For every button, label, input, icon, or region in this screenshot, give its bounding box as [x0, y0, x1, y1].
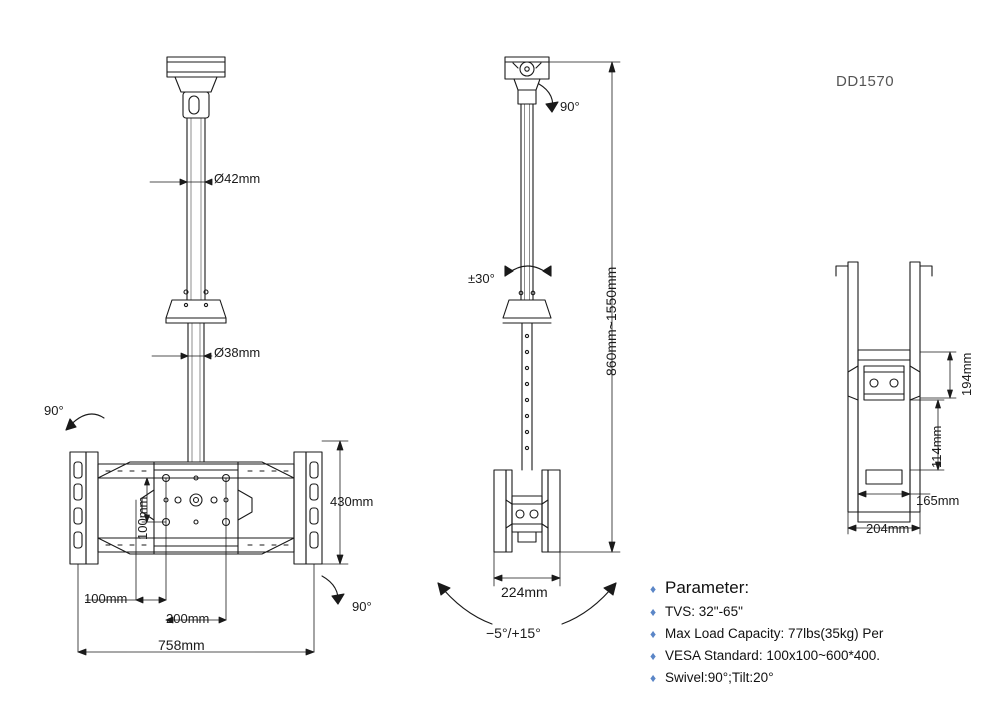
parameter-item — [650, 670, 980, 685]
diamond-icon: ♦ — [650, 605, 657, 619]
label-dia-42: Ø42mm — [214, 171, 261, 186]
parameter-item — [650, 604, 980, 619]
parameter-title: Parameter: — [665, 578, 750, 597]
model-code: DD1570 — [836, 73, 895, 90]
front-pole-collar — [166, 290, 226, 323]
label-side-rotate-top: 90° — [560, 99, 580, 114]
label-front-rotate-bottom: 90° — [352, 599, 372, 614]
parameter-item — [650, 648, 980, 663]
dim-dia38 — [152, 353, 212, 359]
label-depth-224: 224mm — [501, 584, 548, 600]
label-dia-38: Ø38mm — [214, 345, 261, 360]
label-dim-114: 114mm — [929, 425, 944, 468]
dim-224 — [494, 552, 560, 586]
top-view-assembly — [836, 262, 932, 522]
parameter-title-row — [650, 578, 980, 598]
label-dim-194: 194mm — [959, 352, 974, 396]
side-swivel-arc — [505, 266, 551, 276]
parameter-item-text: VESA Standard: 100x100~600*400. — [665, 648, 881, 663]
side-rotation-arc-top — [539, 84, 558, 112]
diamond-icon: ♦ — [650, 627, 657, 641]
label-front-rotate-top: 90° — [44, 403, 64, 418]
label-vesa-100-horizontal: 100mm — [84, 591, 128, 606]
label-dim-165: 165mm — [916, 493, 960, 508]
front-rotation-arc-bottom — [322, 576, 344, 604]
parameter-item-text: Max Load Capacity: 77lbs(35kg) Per — [665, 626, 884, 641]
parameter-item-text: Swivel:90°;Tilt:20° — [665, 670, 774, 685]
diamond-icon: ♦ — [650, 671, 657, 685]
dim-dia42 — [150, 179, 212, 185]
label-tilt-range: −5°/+15° — [486, 625, 541, 641]
label-width-758: 758mm — [158, 637, 205, 653]
parameter-item — [650, 626, 980, 641]
front-rotation-arc-top — [66, 414, 104, 430]
label-tilt-30: ±30° — [468, 271, 495, 286]
parameter-block — [650, 578, 980, 692]
front-upper-pole — [187, 118, 205, 300]
front-ceiling-plate — [167, 57, 225, 118]
side-lower-pole — [522, 323, 532, 470]
side-ceiling-plate — [505, 57, 549, 104]
front-bracket-assembly — [70, 452, 322, 564]
label-vesa-100-vertical: 100mm — [135, 496, 150, 540]
front-lower-pole — [188, 323, 204, 462]
label-height-430: 430mm — [330, 494, 374, 509]
diamond-icon: ♦ — [650, 582, 657, 596]
parameter-item-text: TVS: 32"-65" — [665, 604, 743, 619]
label-dim-204: 204mm — [866, 521, 910, 536]
side-bracket-assembly — [494, 470, 560, 552]
label-height-range: 860mm~1550mm — [603, 266, 619, 376]
label-vesa-200: 200mm — [166, 611, 210, 626]
diamond-icon: ♦ — [650, 649, 657, 663]
side-upper-pole — [521, 104, 533, 300]
dim-194 — [920, 352, 956, 398]
side-pole-collar — [503, 291, 551, 323]
dim-horizontal-stack — [78, 478, 314, 655]
